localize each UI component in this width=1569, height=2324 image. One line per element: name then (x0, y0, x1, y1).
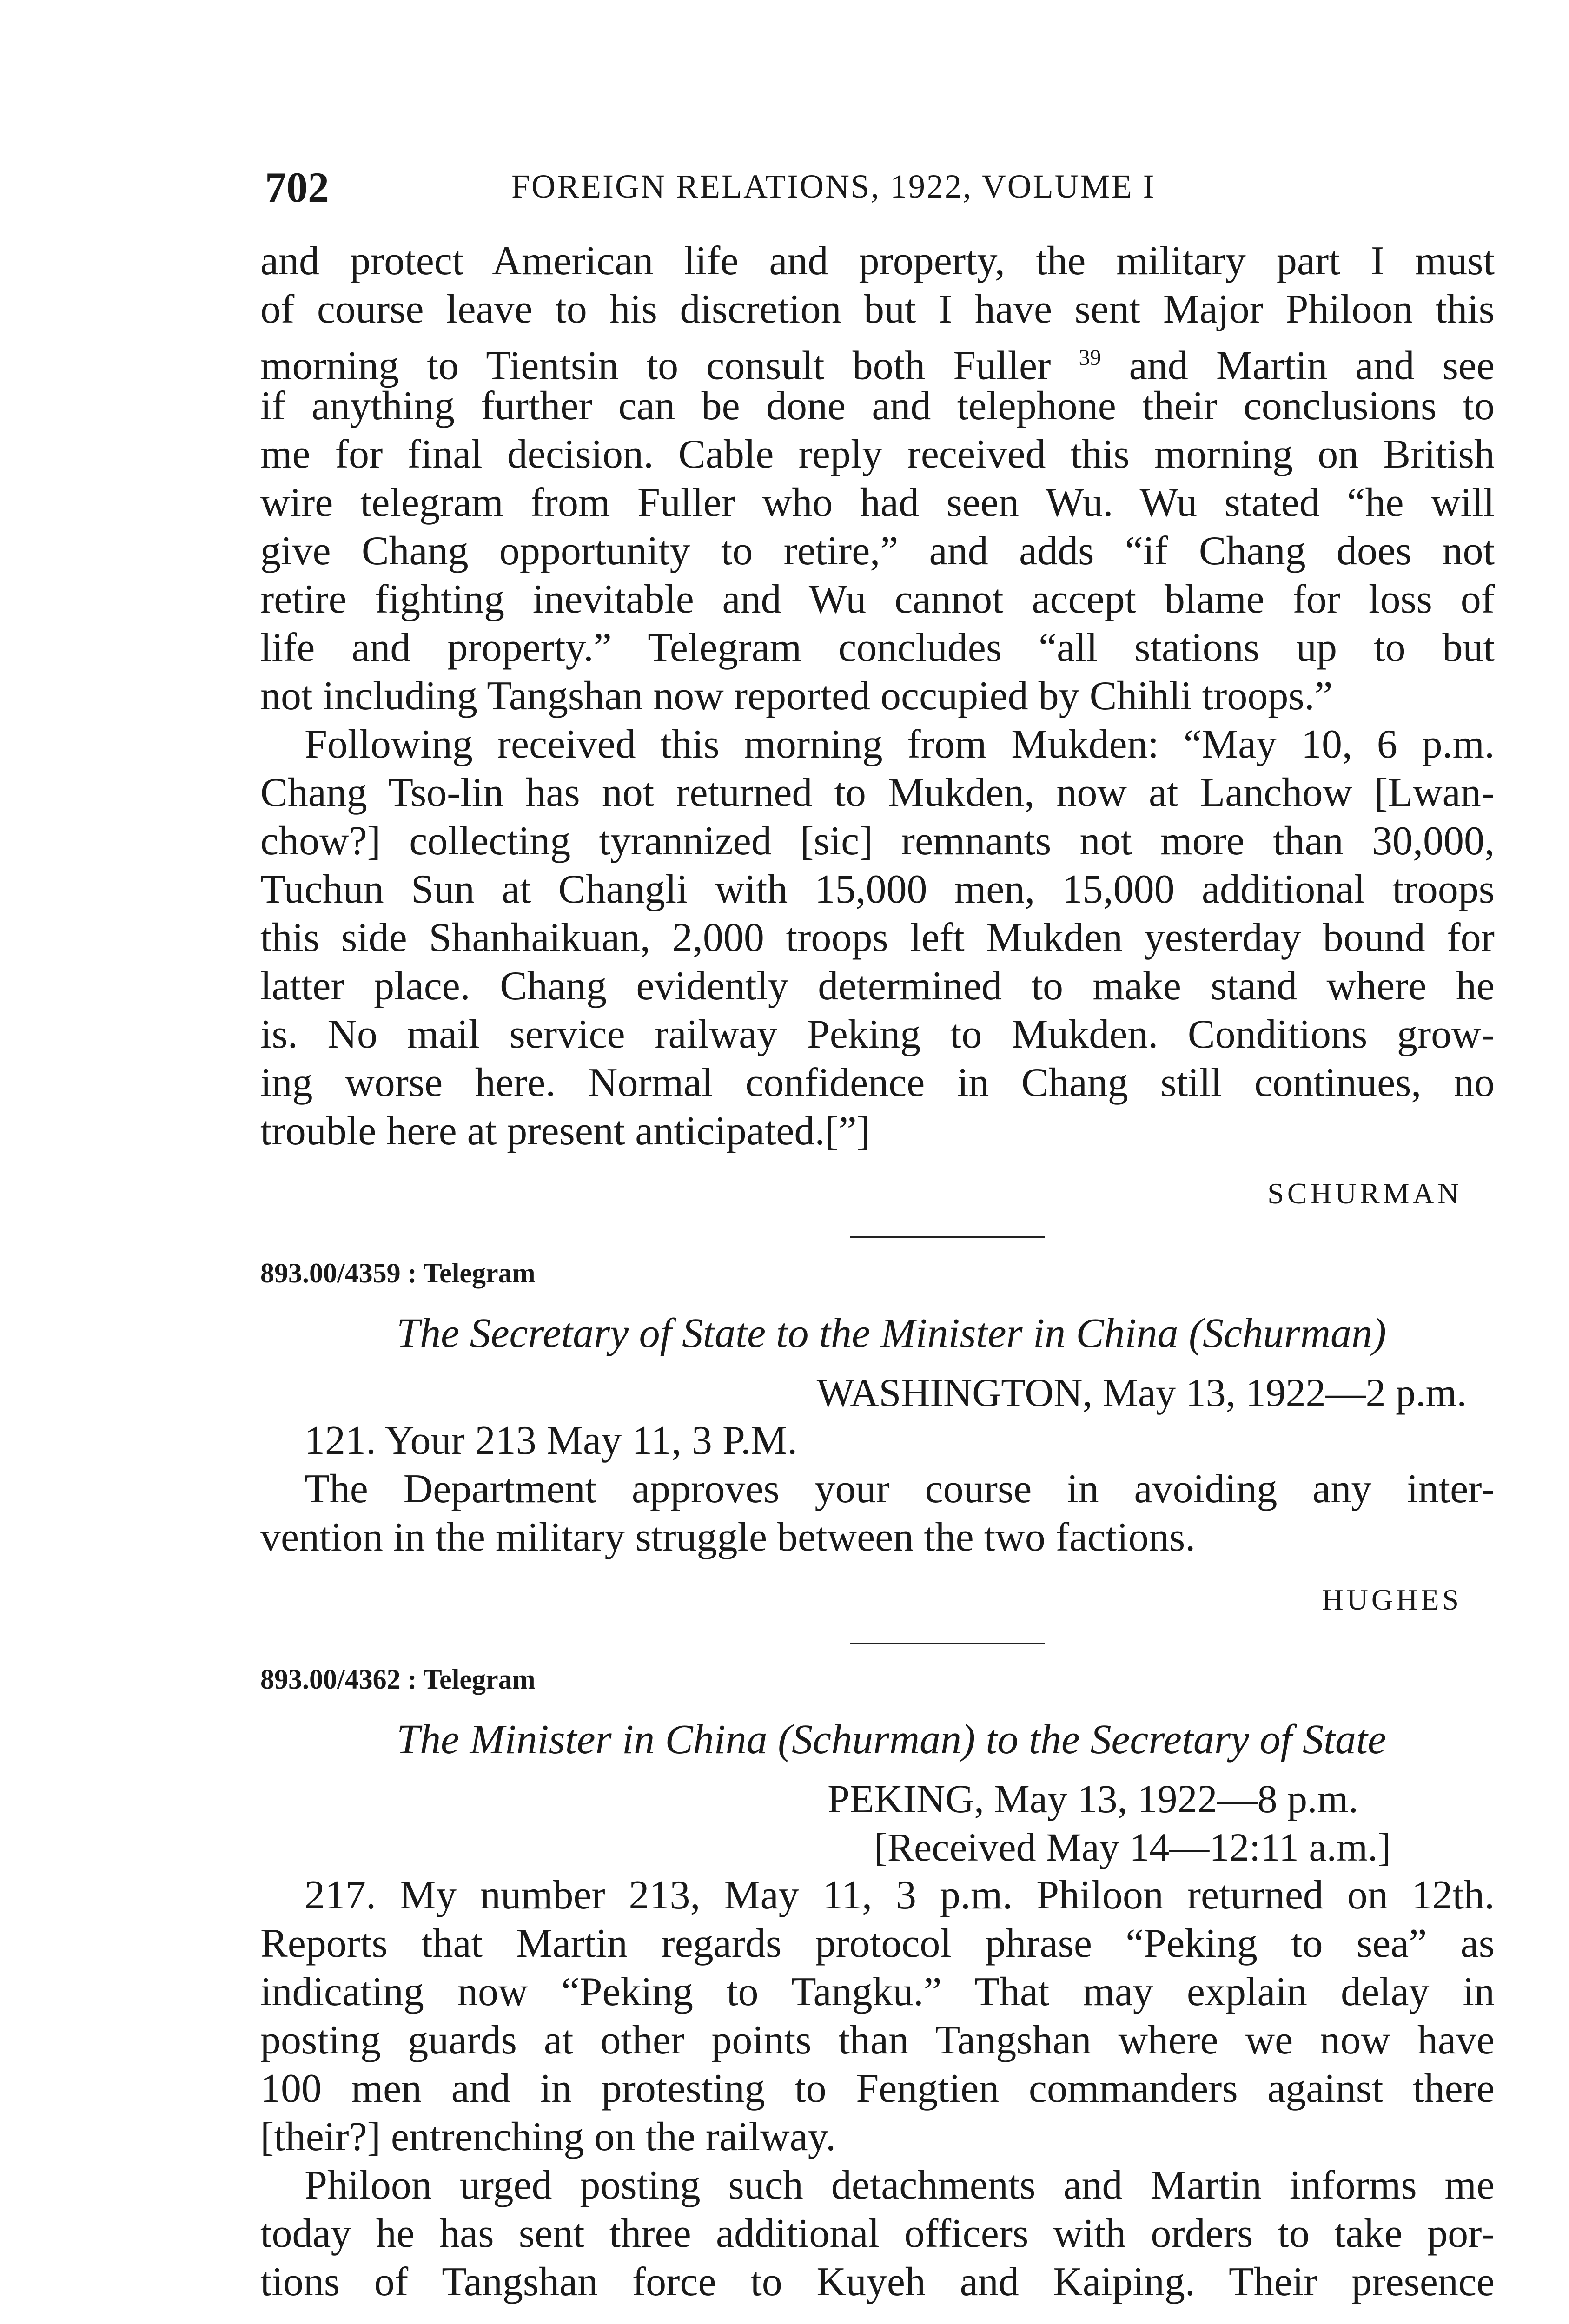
text-line: Chang Tso-lin has not returned to Mukden, now at Lanchow [Lwan- (260, 770, 1495, 815)
running-head: FOREIGN RELATIONS, 1922, VOLUME I (511, 168, 1156, 205)
page-header (265, 163, 1474, 214)
received-line: [Received May 14—12:11 a.m.] (874, 1825, 1391, 1869)
text-fragment: and Martin and see (1129, 343, 1495, 389)
signature-hughes: HUGHES (1322, 1583, 1462, 1616)
text-line: chow?] collecting tyrannized [sic] remnants not more than 30,000, (260, 819, 1495, 864)
text-line: Philoon urged posting such detachments and Martin informs me (305, 2163, 1495, 2208)
text-line: trouble here at present anticipated.[”] (260, 1109, 871, 1154)
document-reference: 893.00/4362 : Telegram (260, 1664, 536, 1695)
text-line: if anything further can be done and telephone their conclusions to (260, 383, 1495, 429)
text-line: me for final decision. Cable reply received this morning on British (260, 432, 1495, 477)
section-telegram-4359 (260, 1248, 1495, 1624)
text-line: not including Tangshan now reported occupied by Chihli troops.” (260, 673, 1333, 719)
text-line: latter place. Chang evidently determined to make stand where he (260, 964, 1495, 1009)
text-line-with-footnote (260, 334, 1495, 389)
document-title: The Secretary of State to the Minister in China (Schurman) (397, 1310, 1386, 1356)
document-title: The Minister in China (Schurman) to the Secretary of State (397, 1717, 1386, 1763)
text-line: posting guards at other points than Tangshan where we now have (260, 2018, 1495, 2063)
document-reference: 893.00/4359 : Telegram (260, 1258, 536, 1288)
text-line: Reports that Martin regards protocol phrase “Peking to sea” as (260, 1921, 1495, 1966)
text-line: tions of Tangshan force to Kuyeh and Kaiping. Their presence (260, 2259, 1495, 2304)
text-line: life and property.” Telegram concludes “all stations up to but (260, 625, 1495, 670)
text-line: The Department approves your course in avoiding any inter- (305, 1466, 1495, 1512)
dateline: WASHINGTON, May 13, 1922—2 p.m. (816, 1370, 1467, 1415)
text-line: 217. My number 213, May 11, 3 p.m. Philoon returned on 12th. (305, 1873, 1495, 1918)
text-line: [their?] entrenching on the railway. (260, 2114, 836, 2159)
section-continuation (260, 237, 1495, 1218)
text-line: retire fighting inevitable and Wu cannot accept blame for loss of (260, 577, 1495, 622)
text-line: and protect American life and property, the military part I must (260, 238, 1495, 284)
dateline: PEKING, May 13, 1922—8 p.m. (828, 1776, 1358, 1821)
page-body (260, 237, 1495, 2306)
text-line: 100 men and in protesting to Fengtien commanders against there (260, 2066, 1495, 2111)
signature-schurman: SCHURMAN (1267, 1177, 1462, 1210)
text-line: vention in the military struggle between the two factions. (260, 1515, 1196, 1560)
text-line: is. No mail service railway Peking to Mukden. Conditions grow- (260, 1012, 1495, 1057)
text-line: of course leave to his discretion but I have sent Major Philoon this (260, 287, 1495, 332)
footnote-ref: 39 (1079, 345, 1101, 370)
text-line: today he has sent three additional officers with orders to take por- (260, 2211, 1495, 2256)
text-line: Tuchun Sun at Changli with 15,000 men, 15,000 additional troops (260, 867, 1495, 912)
section-telegram-4362 (260, 1654, 1495, 2306)
section-divider (850, 1643, 1045, 1644)
text-fragment: morning to Tientsin to consult both Fuller (260, 343, 1051, 389)
section-divider (850, 1236, 1045, 1238)
page-number: 702 (265, 164, 329, 211)
text-line: Following received this morning from Mukden: “May 10, 6 p.m. (305, 722, 1495, 767)
text-line: indicating now “Peking to Tangku.” That may explain delay in (260, 1969, 1495, 2014)
text-line: wire telegram from Fuller who had seen Wu. Wu stated “he will (260, 480, 1495, 525)
text-line: give Chang opportunity to retire,” and adds “if Chang does not (260, 528, 1495, 574)
text-line: 121. Your 213 May 11, 3 P.M. (305, 1418, 798, 1463)
text-line: ing worse here. Normal confidence in Chang still continues, no (260, 1060, 1495, 1105)
text-line: this side Shanhaikuan, 2,000 troops left Mukden yesterday bound for (260, 915, 1495, 960)
